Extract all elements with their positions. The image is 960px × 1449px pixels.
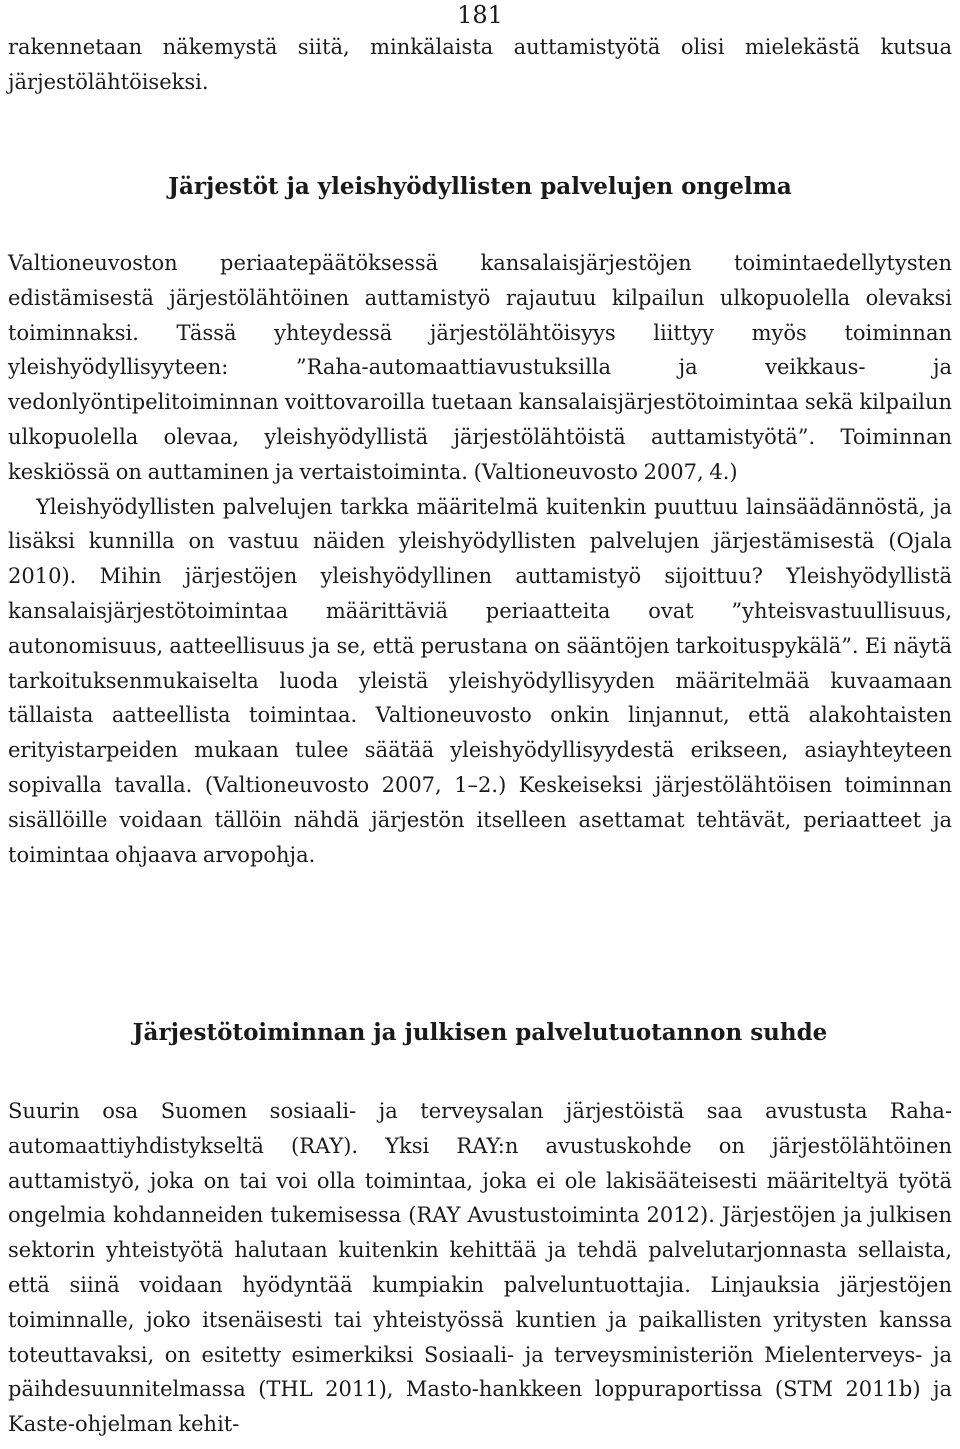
intro-paragraph-block <box>8 30 952 100</box>
body-paragraph: Suurin osa Suomen sosiaali- ja terveysalan järjestöistä saa avustusta Raha-automaattiyhdistykseltä (RAY). Yksi RAY:n avustuskohde on järjestölähtöinen auttamistyö, joka on tai voi olla toimintaa, joka ei ole lakisääteisesti määriteltyä työtä ongelmia kohdanneiden tukemisessa (RAY Avustustoiminta 2012). Järjestöjen ja julkisen sektorin yhteistyötä halutaan kuitenkin kehittää ja tehdä palvelutarjonnasta sellaista, että siinä voidaan hyödyntää kumpiakin palveluntuottajia. Linjauksia järjestöjen toiminnalle, joko itsenäisesti tai yhteistyössä kuntien ja paikallisten yritysten kanssa toteuttavaksi, on esitetty esimerkiksi Sosiaali- ja terveysministeriön Mielenterveys- ja päihdesuunnitelmassa (THL 2011), Masto-hankkeen loppuraportissa (STM 2011b) ja Kaste-ohjelman kehit- <box>8 1099 952 1437</box>
intro-paragraph: rakennetaan näkemystä siitä, minkälaista auttamistyötä olisi mielekästä kutsua järjestölähtöiseksi. <box>8 35 952 94</box>
section1-body <box>8 246 952 872</box>
section2-body <box>8 1094 952 1442</box>
body-paragraph: Valtioneuvoston periaatepäätöksessä kansalaisjärjestöjen toimintaedellytysten edistämisestä järjestölähtöinen auttamistyö rajautuu kilpailun ulkopuolella olevaksi toiminnaksi. Tässä yhteydessä järjestölähtöisyys liittyy myös toiminnan yleishyödyllisyyteen: ”Raha-automaattiavustuksilla ja veikkaus- ja vedonlyöntipelitoiminnan voittovaroilla tuetaan kansalaisjärjestötoimintaa sekä kilpailun ulkopuolella olevaa, yleishyödyllistä järjestölähtöistä auttamistyötä”. Toiminnan keskiössä on auttaminen ja vertaistoiminta. (Valtioneuvosto 2007, 4.) <box>8 251 952 484</box>
page-number: 181 <box>457 1 503 29</box>
section1-heading-block <box>8 172 952 202</box>
body-paragraph: Yleishyödyllisten palvelujen tarkka määritelmä kuitenkin puuttuu lainsäädännöstä, ja lisäksi kunnilla on vastuu näiden yleishyödyllisten palvelujen järjestämisestä (Ojala 2010). Mihin järjestöjen yleishyödyllinen auttamistyö sijoittuu? Yleishyödyllistä kansalaisjärjestötoimintaa määrittäviä periaatteita ovat ”yhteisvastuullisuus, autonomisuus, aatteellisuus ja se, että perustana on sääntöjen tarkoituspykälä”. Ei näytä tarkoituksenmukaiselta luoda yleistä yleishyödyllisyyden määritelmää kuvaamaan tällaista aatteellista toimintaa. Valtioneuvosto onkin linjannut, että alakohtaisten erityistarpeiden mukaan tulee säätää yleishyödyllisyydestä erikseen, asiayhteyteen sopivalla tavalla. (Valtioneuvosto 2007, 1–2.) Keskeiseksi järjestölähtöisen toiminnan sisällöille voidaan tällöin nähdä järjestön itselleen asettamat tehtävät, periaatteet ja toimintaa ohjaava arvopohja. <box>8 494 952 867</box>
section-heading: Järjestötoiminnan ja julkisen palvelutuotannon suhde <box>132 1019 828 1046</box>
section2-heading-block <box>8 1018 952 1048</box>
section-heading: Järjestöt ja yleishyödyllisten palvelujen ongelma <box>168 173 792 200</box>
